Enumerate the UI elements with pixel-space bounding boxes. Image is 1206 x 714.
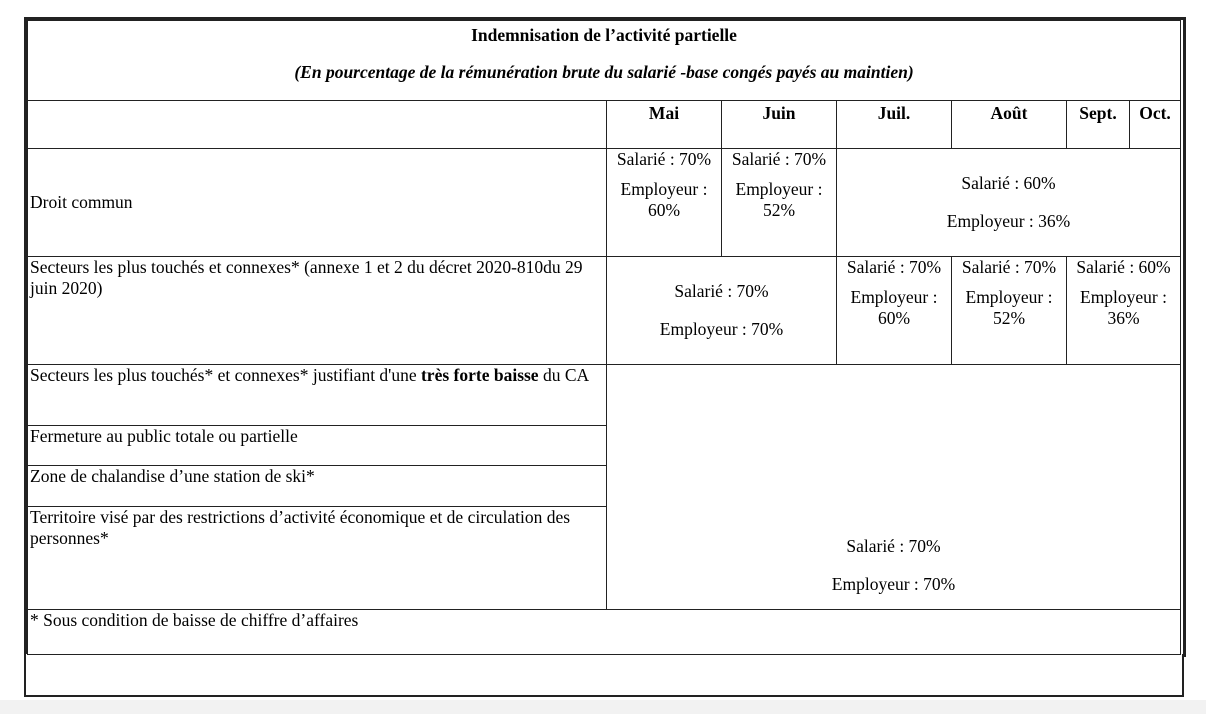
month-sept: Sept. <box>1067 101 1130 149</box>
month-mai: Mai <box>607 101 722 149</box>
ski-label: Zone de chalandise d’une station de ski* <box>28 466 607 507</box>
footnote-cell: * Sous condition de baisse de chiffre d’affaires <box>28 610 1181 655</box>
droit-commun-mai <box>607 149 722 257</box>
employeur-value: Employeur : 52% <box>735 179 823 220</box>
label-suffix: du CA <box>538 365 590 385</box>
tres-forte-baisse-label <box>28 365 607 426</box>
secteurs-juil <box>837 257 952 365</box>
label-prefix: Secteurs les plus touchés* et connexes* justifiant d'une <box>30 365 421 385</box>
merged-70-cell <box>607 365 1181 610</box>
empty-row <box>24 654 1184 697</box>
salarie-value: Salarié : 60% <box>961 173 1056 193</box>
employeur-value: Employeur : 60% <box>850 287 938 328</box>
employeur-value: Employeur : 36% <box>1080 287 1167 328</box>
employeur-value: Employeur : 70% <box>659 319 784 339</box>
month-header-row <box>28 101 1181 149</box>
table-subtitle: (En pourcentage de la rémunération brute du salarié -base congés payés au maintien) <box>294 62 914 82</box>
employeur-value: Employeur : 70% <box>831 574 956 594</box>
secteurs-sept-oct <box>1067 257 1181 365</box>
label-bold: très forte baisse <box>420 365 539 385</box>
salarie-value: Salarié : 70% <box>846 536 941 556</box>
territoire-label: Territoire visé par des restrictions d’activité économique et de circulation des personnes* <box>28 507 607 610</box>
month-aout: Août <box>952 101 1067 149</box>
secteurs-label: Secteurs les plus touchés et connexes* (annexe 1 et 2 du décret 2020-810du 29 juin 2020) <box>28 257 607 365</box>
row-droit-commun <box>28 149 1181 257</box>
footnote-row <box>28 610 1181 655</box>
salarie-value: Salarié : 70% <box>731 149 827 169</box>
row-secteurs <box>28 257 1181 365</box>
salarie-value: Salarié : 70% <box>674 281 769 301</box>
salarie-value: Salarié : 70% <box>846 257 942 277</box>
droit-commun-juin <box>722 149 837 257</box>
month-juil: Juil. <box>837 101 952 149</box>
title-row <box>28 21 1181 101</box>
secteurs-mai-juin <box>607 257 837 365</box>
employeur-value: Employeur : 60% <box>620 179 708 220</box>
salarie-value: Salarié : 70% <box>961 257 1057 277</box>
header-empty-cell <box>28 101 607 149</box>
row-tres-forte-baisse <box>28 365 1181 426</box>
employeur-value: Employeur : 52% <box>965 287 1053 328</box>
indemnisation-table <box>27 20 1181 655</box>
droit-commun-juil-oct <box>837 149 1181 257</box>
secteurs-aout <box>952 257 1067 365</box>
table-title: Indemnisation de l’activité partielle <box>471 25 737 45</box>
droit-commun-label: Droit commun <box>28 149 607 257</box>
title-cell <box>28 21 1181 101</box>
fermeture-label: Fermeture au public totale ou partielle <box>28 426 607 466</box>
salarie-value: Salarié : 70% <box>616 149 712 169</box>
salarie-value: Salarié : 60% <box>1076 257 1171 277</box>
month-juin: Juin <box>722 101 837 149</box>
employeur-value: Employeur : 36% <box>946 211 1071 231</box>
month-oct: Oct. <box>1130 101 1181 149</box>
